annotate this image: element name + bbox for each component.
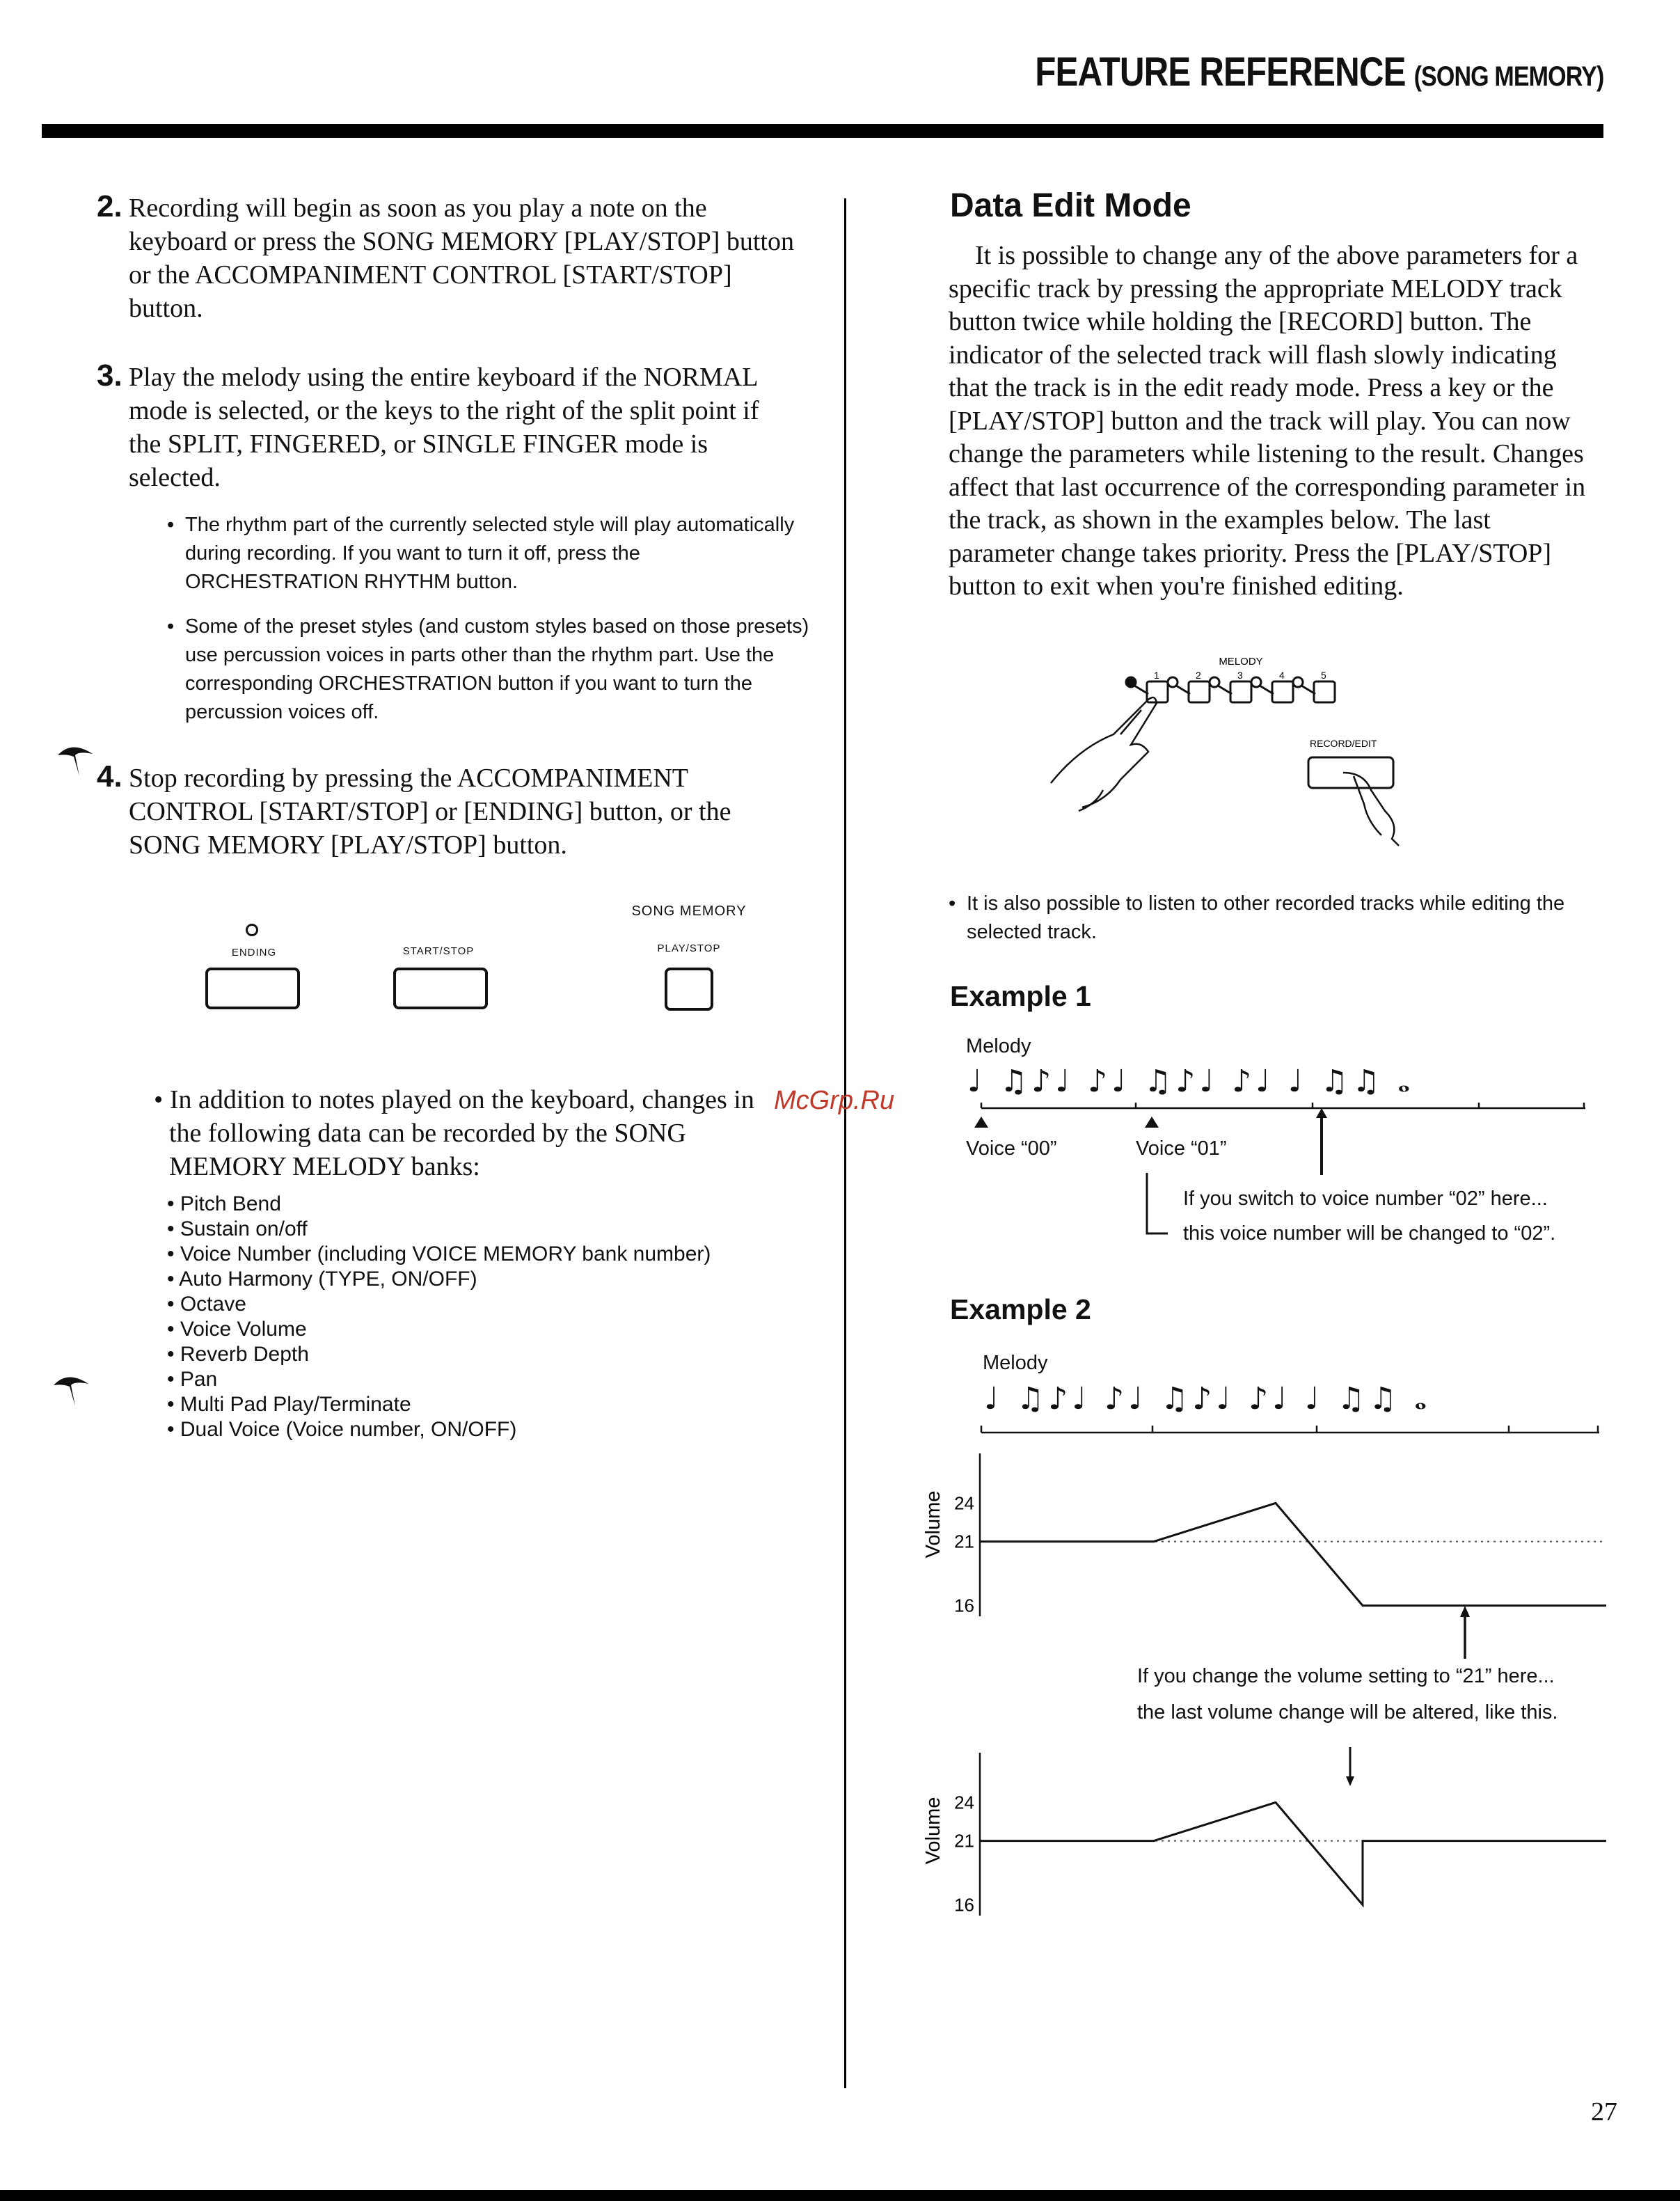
data-item: • Pan bbox=[167, 1368, 218, 1391]
step-number: 4. bbox=[97, 759, 122, 794]
example-1-note-line1: If you switch to voice number “02” here... bbox=[1183, 1188, 1548, 1210]
page-number: 27 bbox=[1591, 2097, 1617, 2127]
header-rule bbox=[42, 124, 1603, 138]
play-stop-button[interactable] bbox=[665, 968, 713, 1011]
arrow-down-head-icon bbox=[1346, 1776, 1354, 1786]
data-item: • Voice Number (including VOICE MEMORY bank number) bbox=[167, 1242, 711, 1265]
example-1-notation: ♩ ♫♪♩ ♪♩ ♫♪♩ ♪♩ ♩ ♫♫ 𝅝 bbox=[967, 1064, 1414, 1099]
y-tick-label: 21 bbox=[954, 1531, 974, 1552]
record-edit-label: RECORD/EDIT bbox=[1310, 738, 1377, 749]
bullet: • bbox=[167, 615, 175, 638]
y-tick-label: 24 bbox=[954, 1792, 974, 1813]
melody-record-illustration bbox=[1037, 651, 1427, 860]
ending-button[interactable] bbox=[205, 968, 300, 1009]
start-stop-button[interactable] bbox=[393, 968, 488, 1009]
data-item: • Pitch Bend bbox=[167, 1192, 281, 1215]
data-item: • Sustain on/off bbox=[167, 1217, 308, 1240]
voice-01-label: Voice “01” bbox=[1136, 1137, 1227, 1160]
step-3 bbox=[97, 358, 797, 494]
volume-series-line bbox=[980, 1802, 1606, 1904]
melody-label: MELODY bbox=[1219, 656, 1263, 668]
melody-track-4-button[interactable] bbox=[1272, 681, 1293, 702]
also-note-text: It is also possible to listen to other recorded tracks while editing the selected track. bbox=[967, 892, 1565, 943]
footer-rule bbox=[0, 2190, 1680, 2201]
data-item: • Voice Volume bbox=[167, 1318, 307, 1341]
melody-track-5-button[interactable] bbox=[1314, 681, 1335, 702]
data-item: • Multi Pad Play/Terminate bbox=[167, 1393, 411, 1416]
bracket-connector bbox=[1141, 1169, 1169, 1239]
addition-text: In addition to notes played on the keyboard, changes in the following data can be recorded by the SONG MEMORY MELODY banks: bbox=[169, 1085, 754, 1181]
ending-indicator-icon bbox=[246, 924, 258, 936]
arrow-up-icon bbox=[1455, 1604, 1475, 1660]
volume-chart-before bbox=[912, 1441, 1608, 1622]
track-number: 4 bbox=[1279, 670, 1285, 681]
header-subtitle: (SONG MEMORY) bbox=[1413, 61, 1603, 92]
example-2-notation: ♩ ♫♪♩ ♪♩ ♫♪♩ ♪♩ ♩ ♫♫ 𝅝 bbox=[984, 1381, 1431, 1417]
bullet: • bbox=[949, 892, 956, 915]
header-title-text: FEATURE REFERENCE bbox=[1034, 49, 1406, 95]
bullet: • bbox=[167, 514, 175, 536]
track-number: 1 bbox=[1154, 670, 1159, 681]
data-item: • Dual Voice (Voice number, ON/OFF) bbox=[167, 1418, 517, 1441]
example-1-melody-label: Melody bbox=[966, 1035, 1031, 1057]
y-tick-label: 24 bbox=[954, 1492, 974, 1514]
track-number: 5 bbox=[1321, 670, 1326, 681]
melody-track-2-button[interactable] bbox=[1189, 681, 1210, 702]
note-text: Some of the preset styles (and custom styles based on those presets) use percussion voices in parts other than the rhythm part. Use the corresponding ORCHESTRATION button if you want to turn the percussion voices off. bbox=[185, 615, 809, 723]
margin-mark-icon bbox=[54, 741, 96, 780]
play-stop-label: PLAY/STOP bbox=[657, 942, 721, 954]
data-item: • Auto Harmony (TYPE, ON/OFF) bbox=[167, 1268, 477, 1291]
y-axis-label: Volume bbox=[922, 1797, 944, 1865]
voice-00-marker-icon bbox=[974, 1117, 988, 1128]
data-item: • Reverb Depth bbox=[167, 1343, 309, 1366]
data-edit-paragraph: It is possible to change any of the above parameters for a specific track by pressing the appropriate MELODY track button twice while holding the [RECORD] button. The indicator of the selected track will flash slowly indicating that the track is in the edit ready mode. Press a key or the [PLAY/STOP] button and the track will play. You can now change the parameters while listening to the result. Changes affect that last occurrence of the corresponding parameter in the track, as shown in the examples below. The last parameter change takes priority. Press the [PLAY/STOP] button to exit when you're finished editing. bbox=[949, 241, 1586, 601]
example-2-melody-label: Melody bbox=[983, 1352, 1048, 1374]
track-number: 2 bbox=[1196, 670, 1201, 681]
ending-label: ENDING bbox=[231, 947, 277, 958]
step-4 bbox=[97, 759, 797, 862]
watermark-link[interactable]: McGrp.Ru bbox=[774, 1086, 895, 1115]
arrow-up-icon bbox=[1316, 1108, 1327, 1118]
example-1-note-line2: this voice number will be changed to “02”. bbox=[1183, 1222, 1556, 1245]
volume-series-line bbox=[980, 1503, 1606, 1605]
volume-chart-after bbox=[912, 1740, 1608, 1921]
also-note bbox=[949, 890, 1614, 947]
example-2-timeline bbox=[974, 1417, 1601, 1438]
bullet: • bbox=[154, 1085, 164, 1114]
y-tick-label: 16 bbox=[954, 1595, 974, 1616]
song-memory-label: SONG MEMORY bbox=[631, 904, 747, 919]
y-axis-label: Volume bbox=[922, 1490, 944, 1559]
voice-00-label: Voice “00” bbox=[966, 1137, 1057, 1160]
step-text: Play the melody using the entire keyboard if the NORMAL mode is selected, or the keys to the right of the split point if the SPLIT, FINGERED, or SINGLE FINGER mode is selected. bbox=[129, 363, 759, 492]
y-tick-label: 21 bbox=[954, 1830, 974, 1852]
step-text: Recording will begin as soon as you play a note on the keyboard or press the SONG MEMORY [PLAY/STOP] button or the ACCOMPANIMENT CONTROL [START/STOP] button. bbox=[129, 194, 794, 323]
step-text: Stop recording by pressing the ACCOMPANIMENT CONTROL [START/STOP] or [ENDING] button, or the SONG MEMORY [PLAY/STOP] button. bbox=[129, 764, 731, 860]
melody-track-3-button[interactable] bbox=[1230, 681, 1251, 702]
example-1-heading: Example 1 bbox=[950, 980, 1091, 1012]
note-text: The rhythm part of the currently selected style will play automatically during recording. If you want to turn it off, press the ORCHESTRATION RHYTHM button. bbox=[185, 514, 795, 593]
start-stop-label: START/STOP bbox=[402, 945, 475, 957]
note-rhythm bbox=[167, 511, 811, 597]
data-item: • Octave bbox=[167, 1293, 246, 1316]
addition-paragraph bbox=[154, 1083, 775, 1183]
step-number: 2. bbox=[97, 189, 122, 223]
y-tick-label: 16 bbox=[954, 1894, 974, 1916]
voice-01-marker-icon bbox=[1145, 1117, 1159, 1128]
note-percussion bbox=[167, 613, 811, 727]
step-number: 3. bbox=[97, 358, 122, 393]
example-2-note-line2: the last volume change will be altered, like this. bbox=[1137, 1701, 1558, 1723]
example-2-heading: Example 2 bbox=[950, 1293, 1091, 1325]
page-header-title bbox=[1035, 49, 1603, 95]
data-items-list bbox=[167, 1192, 711, 1442]
data-edit-heading: Data Edit Mode bbox=[950, 187, 1191, 224]
track-number: 3 bbox=[1237, 670, 1243, 681]
margin-mark-icon bbox=[50, 1371, 92, 1410]
step-2 bbox=[97, 189, 797, 325]
example-2-note-line1: If you change the volume setting to “21” here... bbox=[1137, 1665, 1555, 1687]
column-divider bbox=[844, 198, 846, 2088]
